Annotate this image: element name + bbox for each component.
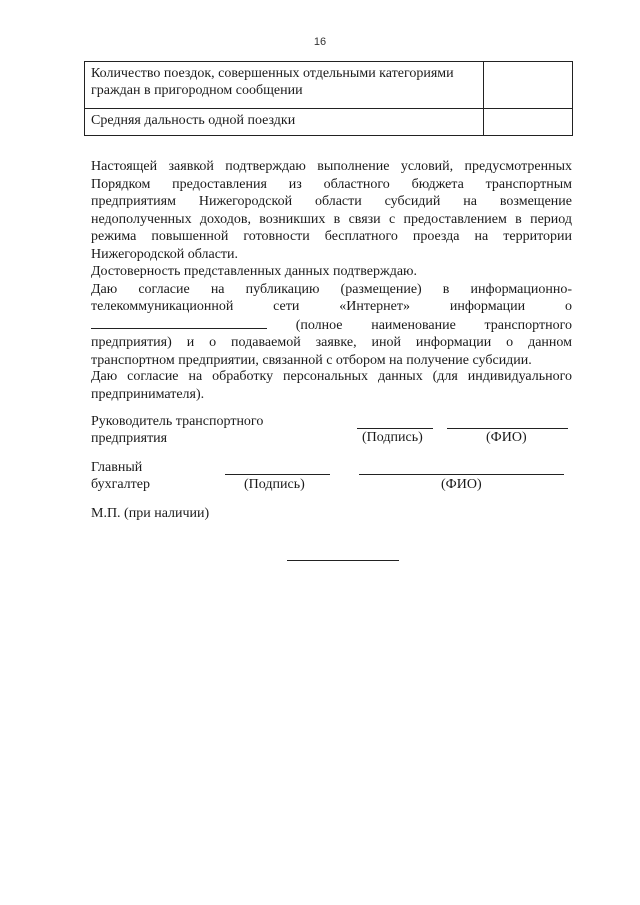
consent-line: Даю согласие на обработку персональных данных (для индивидуального [91, 369, 572, 384]
page-number: 16 [313, 36, 327, 48]
table-row [85, 62, 573, 109]
statement-line: недополученных доходов, возникших в связи с предоставлением в период [91, 211, 572, 227]
accountant-name-line[interactable] [359, 474, 564, 475]
head-name-caption: (ФИО) [486, 430, 527, 445]
data-table [84, 61, 573, 136]
statement-line: Настоящей заявкой подтверждаю выполнение условий, предусмотренных [91, 159, 572, 174]
statement-line: Порядком предоставления из областного бюджета транспортным [91, 176, 572, 192]
statement-paragraph [91, 158, 572, 263]
head-title: Руководитель транспортного предприятия [91, 414, 264, 446]
consent-line: предприятия) и о подаваемой заявке, иной информации о данном [91, 335, 572, 350]
consent-publication-paragraph [91, 281, 572, 370]
accountant-signature-caption: (Подпись) [244, 477, 305, 492]
table-row [85, 109, 573, 136]
table-cell-label: Количество поездок, совершенных отдельными категориями граждан в пригородном сообщении [85, 62, 484, 109]
head-signature-line[interactable] [357, 428, 433, 429]
accountant-signature-line[interactable] [225, 474, 330, 475]
table-cell-value [484, 62, 573, 109]
consent-line: Даю согласие на публикацию (размещение) в информационно- [91, 281, 572, 297]
consent-line: транспортном предприятии, связанной с отбором на получение субсидии. [91, 352, 532, 368]
stamp-label: М.П. (при наличии) [91, 506, 210, 521]
accountant-title: Главный бухгалтер [91, 460, 150, 492]
accountant-name-caption: (ФИО) [441, 477, 482, 492]
head-signature-caption: (Подпись) [362, 430, 423, 445]
company-name-blank[interactable] [91, 316, 267, 329]
statement-line: Нижегородской области. [91, 246, 239, 262]
table-cell-label: Средняя дальность одной поездки [85, 109, 484, 136]
confirm-text: Достоверность представленных данных подтверждаю. [91, 264, 417, 279]
statement-line: режима повышенной готовности бесплатного проезда на территории [91, 229, 572, 244]
consent-line: предпринимателя). [91, 386, 205, 402]
end-divider [287, 560, 399, 561]
head-name-line[interactable] [447, 428, 568, 429]
consent-line: телекоммуникационной сети «Интернет» информации о [91, 299, 572, 314]
statement-line: предприятиям Нижегородской области субсидий на возмещение [91, 194, 572, 209]
consent-personal-paragraph [91, 368, 572, 403]
consent-line: (полное наименование транспортного [91, 316, 572, 335]
table-cell-value [484, 109, 573, 136]
